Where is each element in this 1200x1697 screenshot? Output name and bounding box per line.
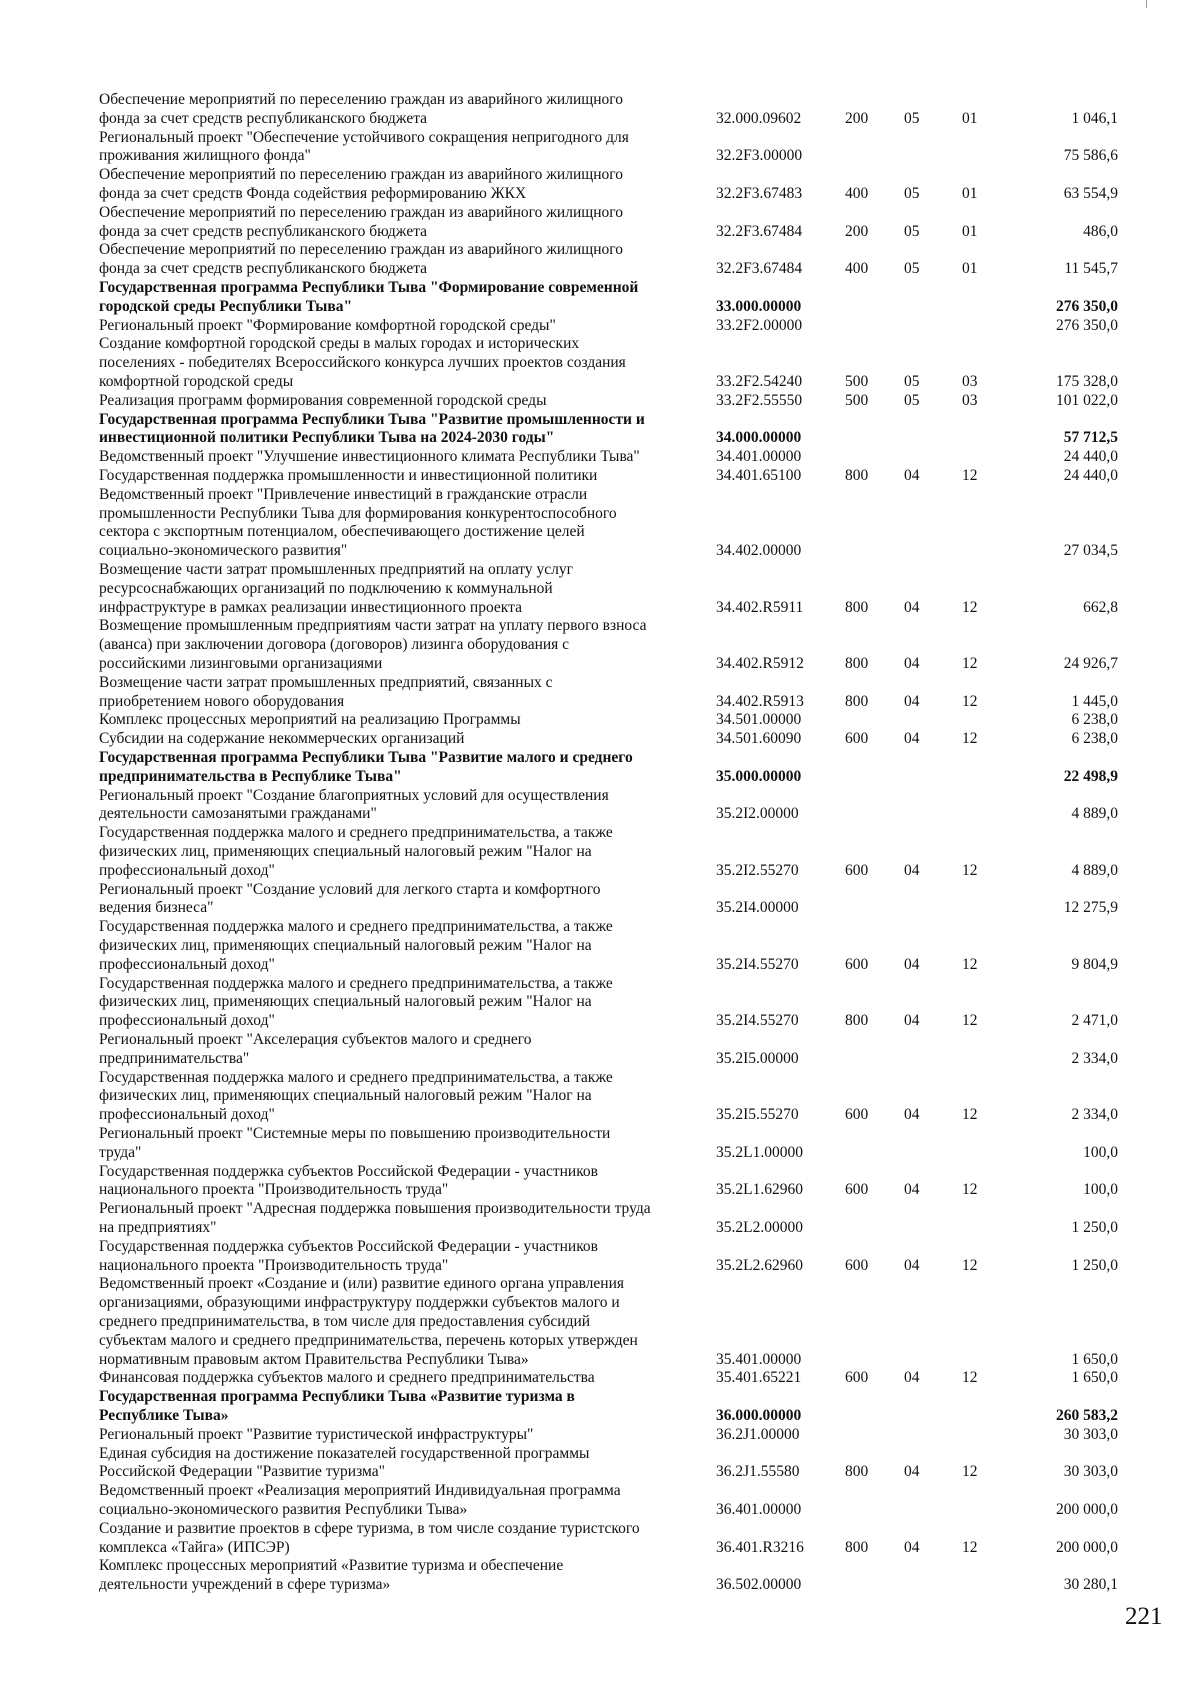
row-section: 04 <box>904 692 920 710</box>
row-subsection: 01 <box>962 222 978 240</box>
row-code: 34.402.R5912 <box>716 654 804 672</box>
row-expense-type: 500 <box>845 391 869 409</box>
row-name-line: ресурсоснабжающих организаций по подключению к коммунальной <box>99 579 553 597</box>
table-row <box>0 129 1200 167</box>
row-amount: 22 498,9 <box>1063 767 1118 785</box>
row-name-line: Субсидии на содержание некоммерческих организаций <box>99 730 465 748</box>
row-name <box>99 411 689 449</box>
table-row <box>0 1482 1200 1520</box>
row-expense-type: 800 <box>845 692 869 710</box>
row-name-line: труда" <box>99 1143 142 1161</box>
row-subsection: 01 <box>962 260 978 278</box>
row-amount: 101 022,0 <box>1056 391 1118 409</box>
row-name <box>99 204 689 242</box>
row-amount: 24 440,0 <box>1063 448 1118 466</box>
row-name-line: инфраструктуре в рамках реализации инвестиционного проекта <box>99 598 522 616</box>
row-code: 34.401.65100 <box>716 467 802 484</box>
row-name-line: национального проекта "Производительность труда" <box>99 1256 449 1274</box>
row-name-line: Региональный проект "Развитие туристической инфраструктуры" <box>99 1425 534 1443</box>
row-amount: 1 250,0 <box>1071 1218 1118 1236</box>
row-section: 04 <box>904 598 920 616</box>
row-code: 36.401.R3216 <box>716 1538 804 1556</box>
row-name <box>99 1445 689 1483</box>
table-row <box>0 617 1200 673</box>
row-name-line: Государственная поддержка малого и среднего предпринимательства, а также <box>99 974 613 992</box>
row-name-line: физических лиц, применяющих специальный налоговый режим "Налог на <box>99 1087 592 1105</box>
row-name-line: Государственная поддержка субъектов Российской Федерации - участников <box>99 1162 599 1180</box>
row-name-line: Государственная поддержка субъектов Российской Федерации - участников <box>99 1237 599 1255</box>
table-row <box>0 1238 1200 1276</box>
row-section: 05 <box>904 184 920 202</box>
row-code: 35.2I5.00000 <box>716 1049 799 1067</box>
row-name <box>99 1275 689 1369</box>
page-number: 221 <box>1125 1603 1163 1630</box>
row-name-line: Ведомственный проект "Привлечение инвестиций в гражданские отрасли <box>99 485 588 503</box>
row-code: 35.2L2.00000 <box>716 1218 803 1236</box>
row-code: 35.2I4.00000 <box>716 899 799 917</box>
row-code: 35.000.00000 <box>716 767 802 785</box>
row-name-line: поселениях - победителях Всероссийского конкурса лучших проектов создания <box>99 354 626 372</box>
row-amount: 2 471,0 <box>1071 1012 1118 1030</box>
row-name <box>99 617 689 673</box>
row-amount: 2 334,0 <box>1071 1049 1118 1067</box>
row-name <box>99 1200 689 1238</box>
row-name <box>99 711 689 730</box>
row-code: 33.2F2.54240 <box>716 372 803 390</box>
row-expense-type: 600 <box>845 1256 869 1274</box>
row-name-line: фонда за счет средств Фонда содействия реформированию ЖКХ <box>99 184 527 202</box>
row-name-line: приобретением нового оборудования <box>99 692 345 710</box>
row-amount: 57 712,5 <box>1063 429 1118 447</box>
row-code: 35.2I4.55270 <box>716 955 799 973</box>
row-amount: 100,0 <box>1083 1143 1118 1161</box>
row-section: 05 <box>904 109 920 127</box>
row-name <box>99 1163 689 1201</box>
row-section: 04 <box>904 654 920 672</box>
row-amount: 200 000,0 <box>1056 1500 1118 1518</box>
row-expense-type: 400 <box>845 184 869 202</box>
row-name-line: организациями, образующими инфраструктуру поддержки субъектов малого и <box>99 1294 620 1312</box>
row-amount: 9 804,9 <box>1071 955 1118 973</box>
row-section: 04 <box>904 1538 920 1556</box>
table-row <box>0 411 1200 449</box>
row-name-line: Создание и развитие проектов в сфере туризма, в том числе создание туристского <box>99 1519 640 1537</box>
row-name-line: Реализация программ формирования современной городской среды <box>99 391 547 409</box>
row-expense-type: 800 <box>845 598 869 616</box>
row-name-line: Финансовая поддержка субъектов малого и среднего предпринимательства <box>99 1369 595 1387</box>
row-name-line: Государственная поддержка малого и среднего предпринимательства, а также <box>99 918 613 936</box>
table-row <box>0 317 1200 336</box>
row-name-line: Обеспечение мероприятий по переселению граждан из аварийного жилищного <box>99 241 623 259</box>
row-name-line: Возмещение части затрат промышленных предприятий на оплату услуг <box>99 561 573 578</box>
row-subsection: 12 <box>962 1538 978 1556</box>
row-name-line: городской среды Республики Тыва" <box>99 297 353 315</box>
row-name <box>99 486 689 561</box>
row-name <box>99 1031 689 1069</box>
row-name <box>99 881 689 919</box>
row-amount: 1 445,0 <box>1071 692 1118 710</box>
row-section: 04 <box>904 861 920 879</box>
row-name-line: Ведомственный проект «Создание и (или) развитие единого органа управления <box>99 1275 625 1293</box>
row-expense-type: 600 <box>845 1181 869 1199</box>
row-subsection: 01 <box>962 109 978 127</box>
table-row <box>0 1369 1200 1388</box>
row-name <box>99 1369 689 1388</box>
table-row <box>0 918 1200 974</box>
row-code: 34.501.60090 <box>716 730 802 748</box>
row-name-line: промышленности Республики Тыва для формирования конкурентоспособного <box>99 504 617 522</box>
row-amount: 486,0 <box>1083 222 1118 240</box>
row-name-line: Региональный проект "Обеспечение устойчивого сокращения непригодного для <box>99 128 629 146</box>
row-subsection: 03 <box>962 372 978 390</box>
row-amount: 30 303,0 <box>1063 1463 1118 1481</box>
table-row <box>0 166 1200 204</box>
row-name-line: национального проекта "Производительность труда" <box>99 1181 449 1199</box>
row-name-line: комплекса «Тайга» (ИПСЭР) <box>99 1538 290 1556</box>
row-name-line: Государственная программа Республики Тыва "Развитие промышленности и <box>99 410 645 428</box>
table-row <box>0 91 1200 129</box>
scan-edge-mark <box>1146 0 1147 8</box>
row-name <box>99 1238 689 1276</box>
row-code: 34.401.00000 <box>716 448 802 466</box>
row-amount: 4 889,0 <box>1071 805 1118 823</box>
table-row <box>0 824 1200 880</box>
row-name <box>99 1520 689 1558</box>
row-code: 35.2I5.55270 <box>716 1106 799 1124</box>
row-expense-type: 600 <box>845 861 869 879</box>
row-section: 04 <box>904 467 920 484</box>
row-subsection: 03 <box>962 391 978 409</box>
row-name-line: субъектам малого и среднего предпринимательства, перечень которых утвержден <box>99 1331 638 1349</box>
row-section: 04 <box>904 1369 920 1387</box>
row-name-line: профессиональный доход" <box>99 1106 275 1124</box>
row-name-line: физических лиц, применяющих специальный налоговый режим "Налог на <box>99 842 592 860</box>
row-name-line: Государственная поддержка малого и среднего предпринимательства, а также <box>99 1068 613 1086</box>
row-name-line: профессиональный доход" <box>99 861 275 879</box>
row-name <box>99 1482 689 1520</box>
row-subsection: 12 <box>962 861 978 879</box>
row-name-line: деятельности самозанятыми гражданами" <box>99 805 377 823</box>
table-row <box>0 787 1200 825</box>
row-amount: 12 275,9 <box>1063 899 1118 917</box>
row-expense-type: 800 <box>845 1012 869 1030</box>
row-name <box>99 918 689 974</box>
row-name-line: предпринимательства в Республике Тыва" <box>99 767 402 785</box>
row-name <box>99 975 689 1031</box>
row-code: 35.2L1.00000 <box>716 1143 803 1161</box>
row-code: 33.2F2.55550 <box>716 391 803 409</box>
row-subsection: 12 <box>962 1012 978 1030</box>
row-name <box>99 674 689 712</box>
row-section: 05 <box>904 391 920 409</box>
row-name-line: социально-экономического развития" <box>99 542 348 560</box>
row-name-line: Региональный проект "Адресная поддержка повышения производительности труда <box>99 1200 651 1218</box>
row-name-line: среднего предпринимательства, в том числе для предоставления субсидий <box>99 1312 591 1330</box>
table-row <box>0 1069 1200 1125</box>
row-name <box>99 241 689 279</box>
row-section: 05 <box>904 222 920 240</box>
row-name-line: на предприятиях" <box>99 1218 217 1236</box>
row-code: 35.2I2.55270 <box>716 861 799 879</box>
row-amount: 24 440,0 <box>1063 467 1118 484</box>
row-name-line: Государственная программа Республики Тыва "Формирование современной <box>99 279 639 296</box>
row-name-line: Единая субсидия на достижение показателей государственной программы <box>99 1444 590 1462</box>
row-expense-type: 500 <box>845 372 869 390</box>
row-code: 36.2J1.00000 <box>716 1425 800 1443</box>
row-name-line: фонда за счет средств республиканского бюджета <box>99 222 428 240</box>
row-name <box>99 1069 689 1125</box>
table-row <box>0 1557 1200 1595</box>
row-name <box>99 824 689 880</box>
row-amount: 1 650,0 <box>1071 1369 1118 1387</box>
row-amount: 63 554,9 <box>1063 184 1118 202</box>
row-name-line: фонда за счет средств республиканского бюджета <box>99 260 428 278</box>
row-code: 34.402.R5913 <box>716 692 804 710</box>
row-name-line: Обеспечение мероприятий по переселению граждан из аварийного жилищного <box>99 91 623 108</box>
row-subsection: 12 <box>962 730 978 748</box>
row-expense-type: 600 <box>845 730 869 748</box>
row-name-line: ведения бизнеса" <box>99 899 214 917</box>
row-name <box>99 1557 689 1595</box>
row-section: 04 <box>904 955 920 973</box>
row-name-line: Региональный проект "Системные меры по повышению производительности <box>99 1125 611 1142</box>
row-subsection: 12 <box>962 598 978 616</box>
row-section: 04 <box>904 1256 920 1274</box>
row-code: 34.501.00000 <box>716 711 802 729</box>
row-name <box>99 1426 689 1445</box>
table-row <box>0 486 1200 561</box>
row-name-line: сектора с экспортным потенциалом, обеспечивающего достижение целей <box>99 523 585 541</box>
table-row <box>0 975 1200 1031</box>
row-amount: 11 545,7 <box>1064 260 1118 278</box>
row-name <box>99 1125 689 1163</box>
row-subsection: 12 <box>962 654 978 672</box>
row-code: 36.401.00000 <box>716 1500 802 1518</box>
row-expense-type: 200 <box>845 109 869 127</box>
row-amount: 175 328,0 <box>1056 372 1118 390</box>
row-code: 34.402.R5911 <box>716 598 804 616</box>
row-subsection: 12 <box>962 692 978 710</box>
row-name <box>99 448 689 467</box>
row-expense-type: 600 <box>845 955 869 973</box>
table-row <box>0 1200 1200 1238</box>
row-name-line: (аванса) при заключении договора (договоров) лизинга оборудования с <box>99 636 570 654</box>
row-name-line: Создание комфортной городской среды в малых городах и исторических <box>99 335 580 353</box>
table-row <box>0 1275 1200 1369</box>
row-subsection: 12 <box>962 1256 978 1274</box>
row-amount: 4 889,0 <box>1071 861 1118 879</box>
row-section: 05 <box>904 372 920 390</box>
row-section: 04 <box>904 730 920 748</box>
row-code: 32.000.09602 <box>716 109 802 127</box>
row-section: 04 <box>904 1012 920 1030</box>
row-name-line: социально-экономического развития Республики Тыва» <box>99 1500 468 1518</box>
row-section: 05 <box>904 260 920 278</box>
row-name <box>99 279 689 317</box>
row-amount: 100,0 <box>1083 1181 1118 1199</box>
row-name <box>99 730 689 749</box>
table-row <box>0 1445 1200 1483</box>
table-row <box>0 749 1200 787</box>
row-expense-type: 200 <box>845 222 869 240</box>
table-row <box>0 1520 1200 1558</box>
table-row <box>0 730 1200 749</box>
row-amount: 1 650,0 <box>1071 1350 1118 1368</box>
row-name-line: Государственная программа Республики Тыва "Развитие малого и среднего <box>99 749 633 766</box>
row-name <box>99 129 689 167</box>
row-amount: 260 583,2 <box>1056 1406 1118 1424</box>
row-name <box>99 561 689 617</box>
row-name-line: инвестиционной политики Республики Тыва на 2024-2030 годы" <box>99 429 555 447</box>
row-amount: 6 238,0 <box>1071 711 1118 729</box>
row-amount: 30 303,0 <box>1063 1425 1118 1443</box>
table-row <box>0 1388 1200 1426</box>
row-name-line: профессиональный доход" <box>99 955 275 973</box>
row-name <box>99 166 689 204</box>
row-name-line: комфортной городской среды <box>99 372 294 390</box>
row-name <box>99 317 689 336</box>
row-name-line: физических лиц, применяющих специальный налоговый режим "Налог на <box>99 993 592 1011</box>
row-name <box>99 392 689 411</box>
table-row <box>0 1426 1200 1445</box>
row-name <box>99 749 689 787</box>
row-code: 36.502.00000 <box>716 1576 802 1594</box>
row-subsection: 12 <box>962 1463 978 1481</box>
row-code: 36.000.00000 <box>716 1406 802 1424</box>
row-amount: 1 046,1 <box>1071 109 1118 127</box>
row-name-line: нормативным правовым актом Правительства Республики Тыва» <box>99 1350 529 1368</box>
table-row <box>0 335 1200 391</box>
row-expense-type: 400 <box>845 260 869 278</box>
table-row <box>0 1163 1200 1201</box>
row-name-line: Комплекс процессных мероприятий «Развитие туризма и обеспечение <box>99 1557 564 1575</box>
row-name-line: Региональный проект "Акселерация субъектов малого и среднего <box>99 1031 532 1048</box>
row-name-line: проживания жилищного фонда" <box>99 147 311 165</box>
row-name-line: Возмещение промышленным предприятиям части затрат на уплату первого взноса <box>99 617 647 635</box>
row-amount: 276 350,0 <box>1056 297 1118 315</box>
row-name-line: деятельности учреждений в сфере туризма» <box>99 1576 391 1594</box>
row-name-line: Комплекс процессных мероприятий на реализацию Программы <box>99 711 521 729</box>
row-amount: 24 926,7 <box>1063 654 1118 672</box>
row-expense-type: 800 <box>845 1463 869 1481</box>
row-code: 33.2F2.00000 <box>716 316 803 334</box>
row-code: 32.2F3.67484 <box>716 222 803 240</box>
row-subsection: 12 <box>962 955 978 973</box>
row-name <box>99 787 689 825</box>
row-code: 35.2I2.00000 <box>716 805 799 823</box>
row-expense-type: 600 <box>845 1369 869 1387</box>
table-row <box>0 467 1200 486</box>
row-amount: 6 238,0 <box>1071 730 1118 748</box>
table-row <box>0 711 1200 730</box>
row-code: 33.000.00000 <box>716 297 802 315</box>
row-code: 35.2L1.62960 <box>716 1181 803 1199</box>
row-name-line: Республике Тыва» <box>99 1406 229 1424</box>
table-row <box>0 881 1200 919</box>
row-subsection: 12 <box>962 1369 978 1387</box>
row-amount: 662,8 <box>1083 598 1118 616</box>
row-name-line: Российской Федерации "Развитие туризма" <box>99 1463 385 1481</box>
table-row <box>0 561 1200 617</box>
row-amount: 27 034,5 <box>1063 542 1118 560</box>
row-name-line: Ведомственный проект «Реализация мероприятий Индивидуальная программа <box>99 1482 621 1500</box>
row-subsection: 01 <box>962 184 978 202</box>
row-subsection: 12 <box>962 467 978 484</box>
row-name-line: профессиональный доход" <box>99 1012 275 1030</box>
row-name <box>99 1388 689 1426</box>
row-amount: 276 350,0 <box>1056 316 1118 334</box>
table-row <box>0 674 1200 712</box>
row-subsection: 12 <box>962 1181 978 1199</box>
row-name-line: Региональный проект "Создание благоприятных условий для осуществления <box>99 786 609 804</box>
row-name <box>99 467 689 486</box>
row-name-line: физических лиц, применяющих специальный налоговый режим "Налог на <box>99 936 592 954</box>
row-name-line: Региональный проект "Создание условий для легкого старта и комфортного <box>99 880 601 898</box>
row-expense-type: 800 <box>845 1538 869 1556</box>
row-amount: 200 000,0 <box>1056 1538 1118 1556</box>
row-name-line: фонда за счет средств республиканского бюджета <box>99 109 428 127</box>
table-row <box>0 392 1200 411</box>
row-name-line: российскими лизинговыми организациями <box>99 654 383 672</box>
row-section: 04 <box>904 1181 920 1199</box>
row-code: 35.2I4.55270 <box>716 1012 799 1030</box>
table-row <box>0 204 1200 242</box>
table-row <box>0 448 1200 467</box>
row-section: 04 <box>904 1106 920 1124</box>
row-name-line: Обеспечение мероприятий по переселению граждан из аварийного жилищного <box>99 166 623 184</box>
row-code: 34.000.00000 <box>716 429 802 447</box>
row-code: 35.401.65221 <box>716 1369 802 1387</box>
row-code: 32.2F3.00000 <box>716 147 803 165</box>
table-row <box>0 279 1200 317</box>
row-name-line: Региональный проект "Формирование комфортной городской среды" <box>99 316 556 334</box>
row-amount: 30 280,1 <box>1063 1576 1118 1594</box>
row-name <box>99 335 689 391</box>
row-name-line: Обеспечение мероприятий по переселению граждан из аварийного жилищного <box>99 203 623 221</box>
row-expense-type: 800 <box>845 654 869 672</box>
row-code: 32.2F3.67484 <box>716 260 803 278</box>
row-name-line: Государственная поддержка малого и среднего предпринимательства, а также <box>99 824 613 842</box>
row-code: 36.2J1.55580 <box>716 1463 800 1481</box>
row-section: 04 <box>904 1463 920 1481</box>
row-name <box>99 91 689 129</box>
table-row <box>0 1031 1200 1069</box>
row-code: 34.402.00000 <box>716 542 802 560</box>
row-name-line: Государственная программа Республики Тыва «Развитие туризма в <box>99 1388 575 1406</box>
row-amount: 75 586,6 <box>1063 147 1118 165</box>
row-code: 35.2L2.62960 <box>716 1256 803 1274</box>
row-name-line: Государственная поддержка промышленности и инвестиционной политики <box>99 467 598 484</box>
table-row <box>0 241 1200 279</box>
table-row <box>0 1125 1200 1163</box>
row-expense-type: 600 <box>845 1106 869 1124</box>
row-amount: 1 250,0 <box>1071 1256 1118 1274</box>
row-name-line: Ведомственный проект "Улучшение инвестиционного климата Республики Тыва" <box>99 448 640 466</box>
row-expense-type: 800 <box>845 467 869 484</box>
row-code: 32.2F3.67483 <box>716 184 803 202</box>
row-subsection: 12 <box>962 1106 978 1124</box>
row-name-line: Возмещение части затрат промышленных предприятий, связанных с <box>99 673 553 691</box>
row-amount: 2 334,0 <box>1071 1106 1118 1124</box>
row-name-line: предпринимательства" <box>99 1049 250 1067</box>
row-code: 35.401.00000 <box>716 1350 802 1368</box>
